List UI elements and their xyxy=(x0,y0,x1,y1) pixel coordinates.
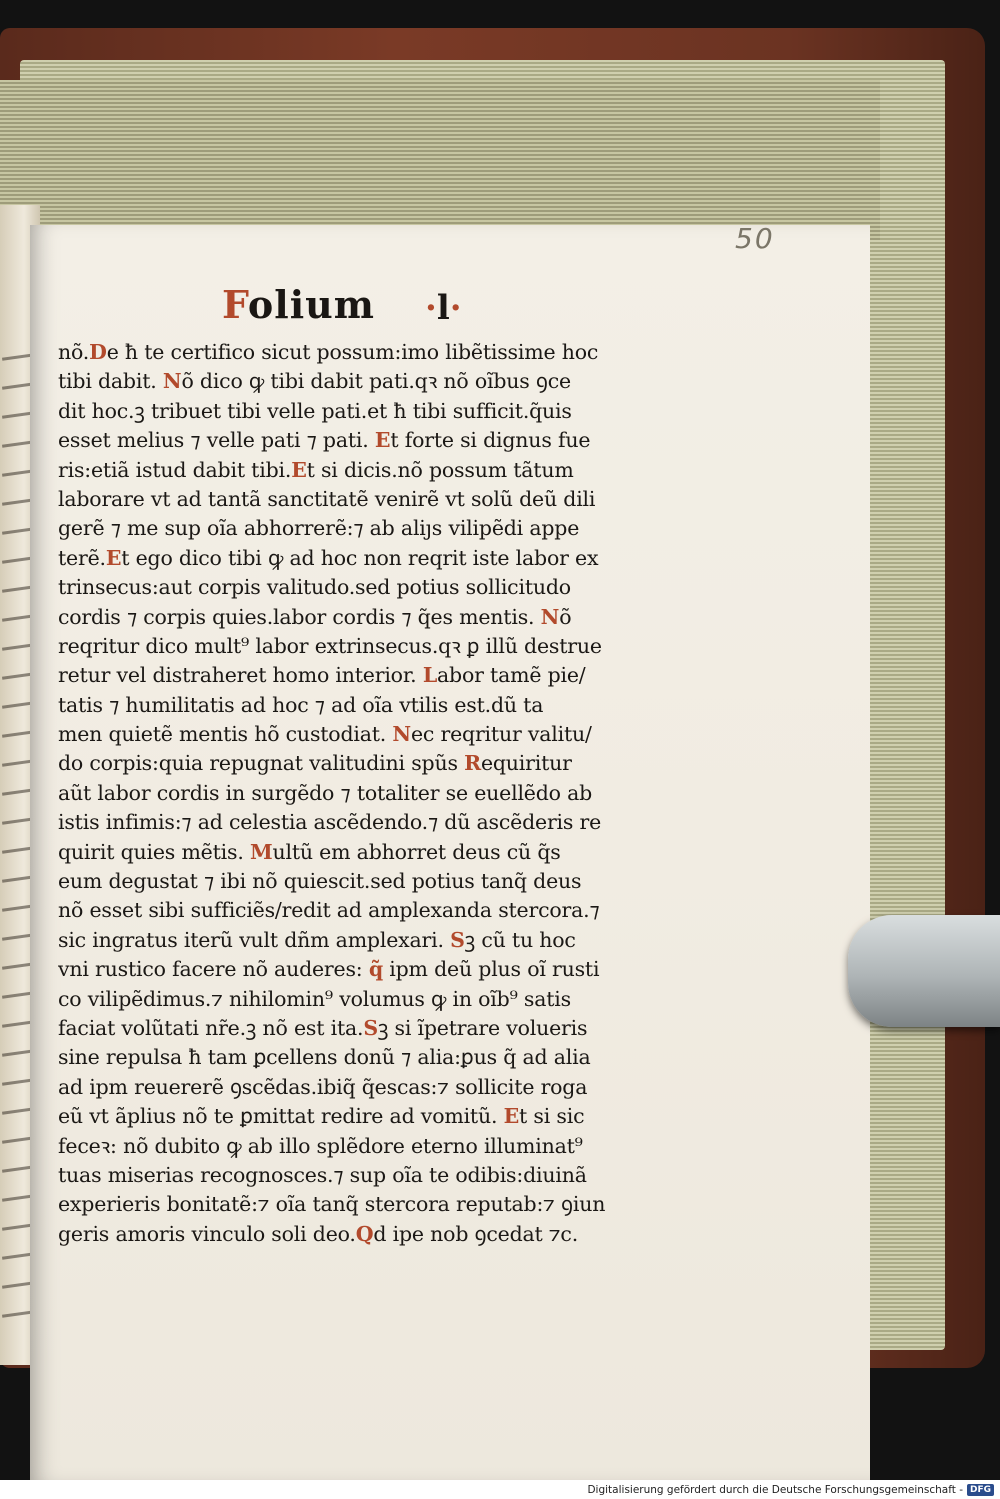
heading-numeral-text: l xyxy=(436,288,450,328)
text-line xyxy=(58,1161,678,1190)
text-line xyxy=(58,514,678,543)
text-line xyxy=(58,544,678,573)
text-segment: cordis ⁊ corpis quies.labor cordis ⁊ q̃es mentis. xyxy=(58,604,541,629)
rubricated-initial: N xyxy=(392,722,411,747)
text-line xyxy=(58,691,678,720)
text-line xyxy=(58,426,678,455)
text-line xyxy=(58,1014,678,1043)
text-segment: sine repulsa ħ tam ꝑcellens donũ ⁊ alia:ꝑus q̃ ad alia xyxy=(58,1045,591,1070)
dfg-logo: DFG xyxy=(967,1484,994,1496)
page-heading xyxy=(222,282,375,327)
text-line xyxy=(58,397,678,426)
folio-number: 50 xyxy=(735,222,775,255)
text-segment: õ dico ꝙ tibi dabit pati.qꝛ nõ oĩbus ꝯce xyxy=(181,369,571,394)
text-segment: tuas miserias recognosces.⁊ sup oĩa te odibis:diuinã xyxy=(58,1162,587,1187)
text-segment: vni rustico facere nõ auderes: xyxy=(58,957,369,982)
text-segment: abor tamẽ pie/ xyxy=(437,663,586,688)
text-line xyxy=(58,1190,678,1219)
text-segment: ad ipm reuererẽ ꝯscẽdas.ibiq̃ q̃escas:⁊ sollicite roga xyxy=(58,1074,588,1099)
rubricated-initial: N xyxy=(162,369,182,394)
text-segment: do corpis:quia repugnat valitudini spũs xyxy=(58,751,465,776)
footer-bar xyxy=(0,1480,1000,1499)
text-line xyxy=(58,720,678,749)
text-segment: trinsecus:aut corpis valitudo.sed potius sollicitudo xyxy=(58,575,571,600)
text-segment: ꝫ si ĩpetrare volueris xyxy=(377,1015,588,1040)
heading-initial: F xyxy=(222,282,248,327)
text-segment: reqritur dico mult⁹ labor extrinsecus.qꝛ ꝑ illũ destrue xyxy=(58,633,602,658)
text-line xyxy=(58,661,678,690)
text-line xyxy=(58,749,678,778)
text-segment: ultũ em abhorret deus cũ q̃s xyxy=(272,839,561,864)
text-segment: t ego dico tibi ꝙ ad hoc non reqrit iste labor ex xyxy=(121,545,599,570)
text-segment: sic ingratus iterũ vult dñm amplexari. xyxy=(58,927,451,952)
page-clamp xyxy=(848,915,1000,1027)
text-line xyxy=(58,485,678,514)
text-line xyxy=(58,808,678,837)
text-segment: ꝫ cũ tu hoc xyxy=(464,927,576,952)
top-page-edges xyxy=(0,80,880,240)
text-line xyxy=(58,985,678,1014)
text-line xyxy=(58,779,678,808)
rubricated-initial: D xyxy=(89,340,107,364)
rubricated-initial: E xyxy=(291,457,307,482)
text-line xyxy=(58,955,678,984)
text-line xyxy=(58,896,678,925)
rubricated-initial: Q xyxy=(355,1221,374,1246)
text-segment: men quietẽ mentis hõ custodiat. xyxy=(58,722,393,747)
heading-rest: olium xyxy=(247,282,375,327)
text-line xyxy=(58,1132,678,1161)
rubricated-initial: L xyxy=(422,663,438,688)
text-segment: e ħ te certifico sicut possum:imo libẽtissime hoc xyxy=(106,340,599,364)
rubricated-initial: E xyxy=(105,545,122,570)
text-segment: quirit quies mẽtis. xyxy=(58,839,250,864)
footer-text: Digitalisierung gefördert durch die Deutsche Forschungsgemeinschaft - xyxy=(587,1483,963,1496)
text-segment: geris amoris vinculo soli deo. xyxy=(58,1221,356,1246)
rubricated-initial: S xyxy=(450,927,465,952)
text-segment: co vilipẽdimus.⁊ nihilomin⁹ volumus ꝙ in oĩb⁹ satis xyxy=(58,986,571,1011)
text-segment: nõ esset sibi sufficiẽs/redit ad amplexanda stercora.⁊ xyxy=(58,898,600,923)
text-line xyxy=(58,338,678,367)
text-line xyxy=(58,838,678,867)
text-segment: laborare vt ad tantã sanctitatẽ venirẽ vt solũ deũ dili xyxy=(58,486,596,511)
text-segment: gerẽ ⁊ me sup oĩa abhorrerẽ:⁊ ab aliȷs vilipẽdi appe xyxy=(58,516,580,541)
rubricated-initial: S xyxy=(363,1015,378,1040)
text-segment: istis infimis:⁊ ad celestia ascẽdendo.⁊ dũ ascẽderis re xyxy=(58,810,602,835)
heading-dot: · xyxy=(425,288,437,328)
text-segment: nõ. xyxy=(58,340,90,364)
text-segment: eũ vt ãplius nõ te ꝑmittat redire ad vomitũ. xyxy=(58,1104,504,1129)
text-block xyxy=(58,338,678,1249)
text-segment: t si sic xyxy=(519,1104,585,1129)
text-segment: experieris bonitatẽ:⁊ oĩa tanq̃ stercora reputab:⁊ ꝯiun xyxy=(58,1192,606,1217)
text-line xyxy=(58,456,678,485)
text-segment: esset melius ⁊ velle pati ⁊ pati. xyxy=(58,428,375,453)
text-line xyxy=(58,367,678,396)
text-segment: tatis ⁊ humilitatis ad hoc ⁊ ad oĩa vtilis est.dũ ta xyxy=(58,692,544,717)
text-segment: ipm deũ plus oĩ rusti xyxy=(382,957,600,982)
text-segment: d ipe nob ꝯcedat ⁊c. xyxy=(373,1221,579,1246)
text-segment: tibi dabit. xyxy=(58,369,163,394)
text-line xyxy=(58,573,678,602)
text-segment: equiritur xyxy=(480,751,572,776)
text-line xyxy=(58,926,678,955)
text-segment: õ xyxy=(559,604,572,629)
text-segment: ec reqritur valitu/ xyxy=(410,722,592,747)
text-segment: retur vel distraheret homo interior. xyxy=(58,663,423,688)
text-line xyxy=(58,632,678,661)
text-line xyxy=(58,603,678,632)
rubricated-initial: N xyxy=(540,604,560,629)
text-segment: feceꝛ: nõ dubito ꝙ ab illo splẽdore eterno illuminat⁹ xyxy=(58,1133,583,1158)
text-line xyxy=(58,867,678,896)
rubricated-initial: E xyxy=(503,1104,520,1129)
text-segment: terẽ. xyxy=(58,545,106,570)
text-segment: ris:etiã istud dabit tibi. xyxy=(58,457,292,482)
text-segment: dit hoc.ꝫ tribuet tibi velle pati.et ħ tibi sufficit.q̃uis xyxy=(58,398,572,423)
text-segment: faciat volũtati nr̃e.ꝫ nõ est ita. xyxy=(58,1015,364,1040)
rubricated-initial: R xyxy=(464,751,481,776)
rubricated-initial: M xyxy=(249,839,273,864)
rubricated-initial: E xyxy=(374,428,391,453)
text-line xyxy=(58,1073,678,1102)
heading-dot-end: · xyxy=(449,288,462,328)
text-line xyxy=(58,1220,678,1249)
text-segment: eum degustat ⁊ ibi nõ quiescit.sed potius tanq̃ deus xyxy=(58,869,582,894)
text-line xyxy=(58,1102,678,1131)
text-segment: t si dicis.nõ possum tãtum xyxy=(306,457,574,482)
text-line xyxy=(58,1043,678,1072)
rubricated-initial: q̃ xyxy=(368,957,383,982)
heading-numeral xyxy=(425,288,462,328)
text-segment: aũt labor cordis in surgẽdo ⁊ totaliter se euellẽdo ab xyxy=(58,780,593,805)
text-segment: t forte si dignus fue xyxy=(390,428,591,453)
